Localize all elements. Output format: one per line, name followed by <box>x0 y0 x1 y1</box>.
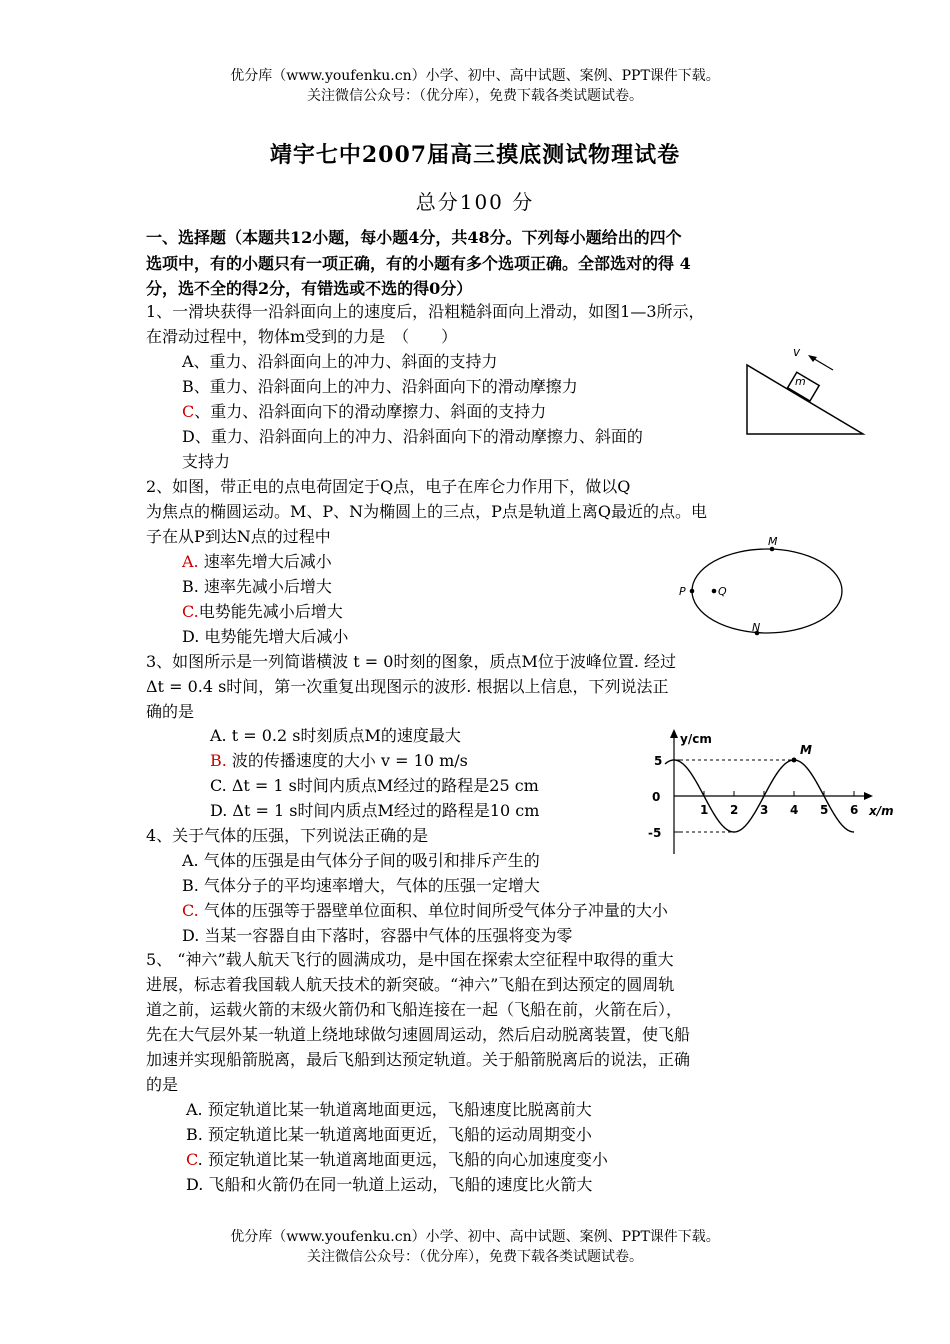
point-p-dot <box>690 589 695 594</box>
q3-stem-line-3: 确的是 <box>146 702 195 721</box>
q2-option-a <box>182 549 332 574</box>
page-header <box>0 66 950 106</box>
q1-stem-line-1: 1、一滑块获得一沿斜面向上的速度后，沿粗糙斜面向上滑动，如图1—3所示， <box>146 302 705 321</box>
exam-total-score: 总分100 分 <box>415 190 535 214</box>
q5-stem-line-1: 5、 “神六”载人航天飞行的圆满成功，是中国在探索太空征程中取得的重大 <box>146 950 674 969</box>
block-m-label: m <box>795 375 806 388</box>
q5-stem-line-3: 道之前，运载火箭的末级火箭仍和飞船连接在一起（飞船在前，火箭在后）， <box>146 1000 683 1019</box>
point-n-label: N <box>752 621 761 634</box>
incline-figure <box>740 340 870 440</box>
q5-stem-line-5: 加速并实现船箭脱离，最后飞船到达预定轨道。关于船箭脱离后的说法，正确 <box>146 1050 691 1069</box>
q4-option-c-text: 气体的压强等于器壁单位面积、单位时间所受气体分子冲量的大小 <box>198 901 668 920</box>
q2-option-a-letter: A. <box>182 552 199 571</box>
q2-stem-line-2: 为焦点的椭圆运动。M、P、N为椭圆上的三点，P点是轨道上离Q最近的点。电 <box>146 502 708 521</box>
footer-line-1: 优分库（www.youfenku.cn）小学、初中、高中试题、案例、PPT课件下载。 <box>230 1229 720 1245</box>
exam-title: 靖宇七中2007届高三摸底测试物理试卷 <box>269 142 681 168</box>
x-tick-label-4: 4 <box>790 803 799 817</box>
y-axis-label: y/cm <box>680 732 712 746</box>
q3-stem-line-2: Δt = 0.4 s时间，第一次重复出现图示的波形. 根据以上信息，下列说法正 <box>146 677 669 696</box>
q3-stem-line-1: 3、如图所示是一列简谐横波 t = 0时刻的图象，质点M位于波峰位置. 经过 <box>146 652 677 671</box>
x-axis-label: x/m <box>869 804 894 818</box>
q4-option-b: B. 气体分子的平均速率增大，气体的压强一定增大 <box>182 876 540 895</box>
page-footer <box>0 1227 950 1267</box>
q2-option-c-letter: C. <box>182 602 199 621</box>
q5-stem-line-4: 先在大气层外某一轨道上绕地球做匀速圆周运动，然后启动脱离装置，使飞船 <box>146 1025 691 1044</box>
q3-option-b-letter: B. <box>210 751 227 770</box>
x-tick-label-1: 1 <box>700 803 709 817</box>
x-tick-label-5: 5 <box>820 803 829 817</box>
q5-option-c <box>186 1147 608 1172</box>
x-tick-label-2: 2 <box>730 803 739 817</box>
section-heading-line-2: 选项中，有的小题只有一项正确，有的小题有多个选项正确。全部选对的得 4 <box>146 254 691 273</box>
x-tick-label-3: 3 <box>760 803 769 817</box>
q4-option-d: D. 当某一容器自由下落时，容器中气体的压强将变为零 <box>182 926 573 945</box>
point-m-label: M <box>768 535 778 548</box>
q1-option-c <box>182 399 546 424</box>
q3-option-b-text: 波的传播速度的大小 v = 10 m/s <box>226 751 468 770</box>
q2-option-d: D. 电势能先增大后减小 <box>182 627 349 646</box>
q3-option-a: A. t = 0.2 s时刻质点M的速度最大 <box>210 726 461 745</box>
point-q-dot <box>712 589 717 594</box>
q4-option-c <box>182 898 668 923</box>
q4-option-c-letter: C. <box>182 901 199 920</box>
y-tick-label-5: 5 <box>654 754 663 768</box>
q2-stem-line-3: 子在从P到达N点的过程中 <box>146 527 331 546</box>
section-heading-line-3: 分，选不全的得2分，有错选或不选的得0分） <box>146 279 473 298</box>
q3-option-d: D. Δt = 1 s时间内质点M经过的路程是10 cm <box>210 801 540 820</box>
q5-option-c-letter: C <box>186 1150 198 1169</box>
velocity-label: v <box>793 345 801 359</box>
q1-stem-line-2: 在滑动过程中，物体m受到的力是 （ ） <box>146 327 458 346</box>
q4-stem: 4、关于气体的压强，下列说法正确的是 <box>146 826 429 845</box>
q4-option-a: A. 气体的压强是由气体分子间的吸引和排斥产生的 <box>182 851 540 870</box>
x-tick-label-6: 6 <box>850 803 859 817</box>
q5-option-c-text: . 预定轨道比某一轨道离地面更远，飞船的向心加速度变小 <box>197 1150 608 1169</box>
q5-option-d: D. 飞船和火箭仍在同一轨道上运动，飞船的速度比火箭大 <box>186 1175 593 1194</box>
q2-stem-line-1: 2、如图，带正电的点电荷固定于Q点，电子在库仑力作用下，做以Q <box>146 477 631 496</box>
q2-option-b: B. 速率先减小后增大 <box>182 577 332 596</box>
q3-option-b <box>210 748 468 773</box>
point-m-dot <box>792 758 797 763</box>
q3-option-c: C. Δt = 1 s时间内质点M经过的路程是25 cm <box>210 776 539 795</box>
x-axis-arrowhead <box>864 792 873 800</box>
q2-option-c-text: 电势能先减小后增大 <box>198 602 343 621</box>
section-heading-line-1: 一、选择题（本题共12小题，每小题4分，共48分。下列每小题给出的四个 <box>146 228 682 247</box>
point-m-label: M <box>800 743 812 757</box>
q5-stem-line-6: 的是 <box>146 1075 179 1094</box>
wave-chart <box>640 724 900 859</box>
q5-option-a: A. 预定轨道比某一轨道离地面更远，飞船速度比脱离前大 <box>186 1100 592 1119</box>
point-p-label: P <box>679 585 686 598</box>
q1-option-c-text: 、重力、沿斜面向下的滑动摩擦力、斜面的支持力 <box>194 402 547 421</box>
footer-line-2: 关注微信公众号：（优分库），免费下载各类试题试卷。 <box>307 1249 643 1265</box>
q2-option-c <box>182 599 343 624</box>
header-line-2: 关注微信公众号：（优分库），免费下载各类试题试卷。 <box>307 88 643 104</box>
q1-option-b: B、重力、沿斜面向上的冲力、沿斜面向下的滑动摩擦力 <box>182 377 578 396</box>
y-axis-arrowhead <box>670 729 678 738</box>
ellipse-orbit-figure <box>672 530 852 640</box>
q1-option-d-line-1: D、重力、沿斜面向上的冲力、沿斜面向下的滑动摩擦力、斜面的 <box>182 427 643 446</box>
header-line-1: 优分库（www.youfenku.cn）小学、初中、高中试题、案例、PPT课件下载。 <box>230 68 720 84</box>
q1-option-c-letter: C <box>182 402 195 421</box>
point-q-label: Q <box>718 585 727 598</box>
velocity-arrowhead <box>808 355 817 362</box>
q5-stem-line-2: 进展，标志着我国载人航天技术的新突破。“神六”飞船在到达预定的圆周轨 <box>146 975 675 994</box>
origin-zero-label: 0 <box>652 790 661 804</box>
q2-option-a-text: 速率先增大后减小 <box>198 552 332 571</box>
q5-option-b: B. 预定轨道比某一轨道离地面更近，飞船的运动周期变小 <box>186 1125 592 1144</box>
q1-option-a: A、重力、沿斜面向上的冲力、斜面的支持力 <box>182 352 498 371</box>
q1-option-d-line-2: 支持力 <box>182 452 231 471</box>
y-tick-label-neg5: -5 <box>648 826 662 840</box>
